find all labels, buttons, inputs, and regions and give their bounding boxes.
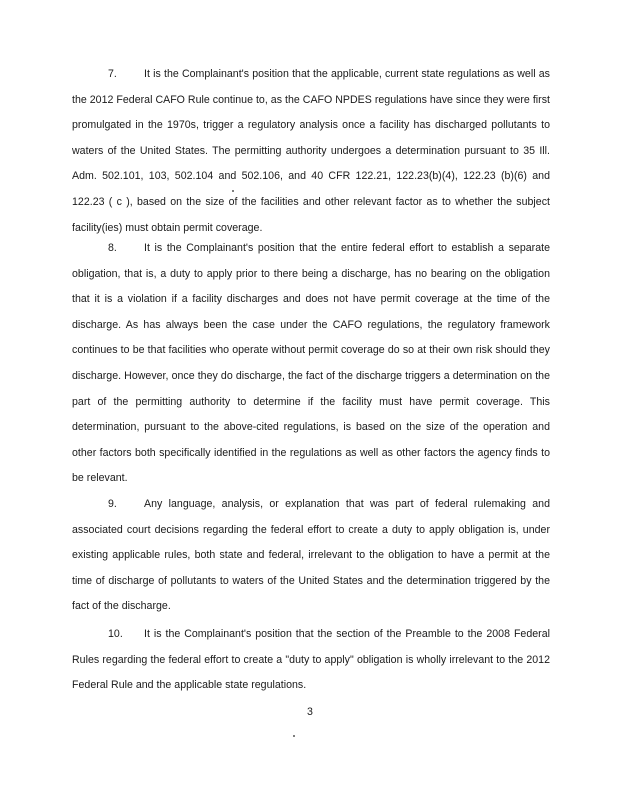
paragraph-7 [72,62,550,241]
paragraph-text: Any language, analysis, or explanation that was part of federal rulemaking and associated court decisions regarding the federal effort to create a duty to apply obligation is, under existing applicable rules, both state and federal, irrelevant to the obligation to have a permit at the time of discharge of pollutants to waters of the United States and the determination triggered by the fact of the discharge. [72,498,550,613]
scan-speck [232,190,234,192]
paragraph-text: It is the Complainant's position that the applicable, current state regulations as well as the 2012 Federal CAFO Rule continue to, as the CAFO NPDES regulations have since they were first promulgated in the 1970s, trigger a regulatory analysis once a facility has discharged pollutants to waters of the United States. The permitting authority undergoes a determination pursuant to 35 Ill. Adm. 502.101, 103, 502.104 and 502.106, and 40 CFR 122.21, 122.23(b)(4), 122.23 (b)(6) and 122.23 ( c ), based on the size of the facilities and other relevant factor as to whether the subject facility(ies) must obtain permit coverage. [72,68,550,234]
paragraph-number: 10. [108,628,123,640]
paragraph-10 [72,622,550,699]
paragraph-number: 7. [108,68,117,80]
paragraph-text: It is the Complainant's position that the section of the Preamble to the 2008 Federal Rules regarding the federal effort to create a "duty to apply" obligation is wholly irrelevant to the 2012 Federal Rule and the applicable state regulations. [72,628,550,692]
paragraph-9 [72,492,550,620]
page-number: 3 [307,706,313,718]
paragraph-number: 9. [108,498,117,510]
paragraph-number: 8. [108,242,117,254]
paragraph-text: It is the Complainant's position that the entire federal effort to establish a separate obligation, that is, a duty to apply prior to there being a discharge, has no bearing on the obligation that it is a violation if a facility discharges and does not have permit coverage at the time of the discharge. As has always been the case under the CAFO regulations, the regulatory framework continues to be that facilities who operate without permit coverage do so at their own risk should they discharge. However, once they do discharge, the fact of the discharge triggers a determination on the part of the permitting authority to determine if the facility must have permit coverage. This determination, pursuant to the above-cited regulations, is based on the size of the operation and other factors both specifically identified in the regulations as well as other factors the agency finds to be relevant. [72,242,550,485]
paragraph-8 [72,236,550,492]
scan-speck [293,735,295,737]
